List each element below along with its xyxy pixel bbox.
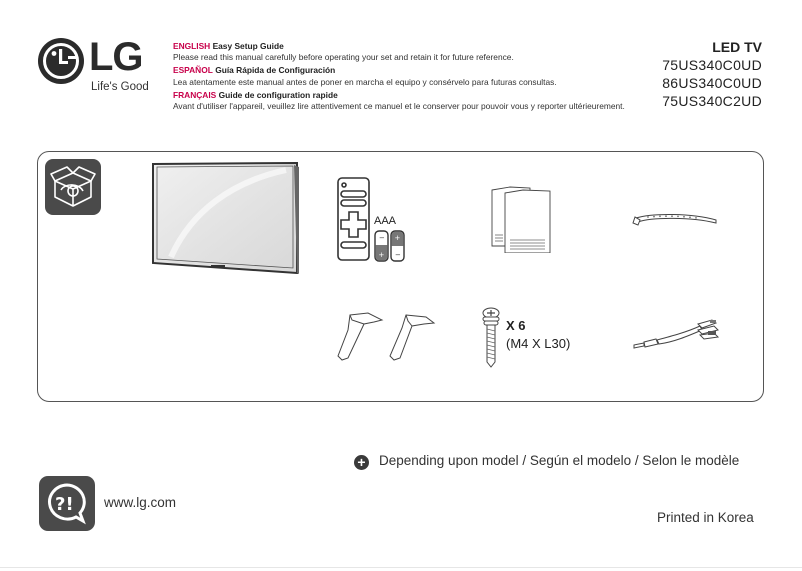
svg-text:+: + [378, 251, 385, 259]
intro-body: Avant d'utiliser l'appareil, veuillez lire attentivement ce manuel et le conserver pour pouvoir vous y reporter ultérieurement. [173, 101, 625, 112]
intro-spanish [173, 65, 633, 87]
box-contents-icon [45, 159, 101, 215]
lg-tagline: Life's Good [91, 81, 149, 93]
plus-circle-icon: + [354, 455, 369, 470]
intro-text-block [173, 41, 633, 114]
model-list [662, 38, 762, 110]
model-dependent-note [354, 453, 739, 470]
language-label: ENGLISH [173, 41, 211, 51]
svg-text:−: − [379, 234, 385, 242]
product-type: LED TV [712, 39, 762, 55]
tv-icon [151, 162, 299, 274]
guide-title: Easy Setup Guide [212, 41, 284, 51]
screw-quantity: X 6 [506, 318, 526, 333]
model-number: 86US340C0UD [662, 75, 762, 91]
website-link[interactable]: www.lg.com [104, 495, 177, 510]
lg-logo-icon [38, 38, 84, 84]
intro-english [173, 41, 633, 63]
manual-icon [490, 183, 555, 253]
guide-title: Guía Rápida de Configuración [215, 65, 336, 76]
battery-label: AAA [374, 215, 397, 227]
language-label: FRANÇAIS [173, 89, 217, 100]
page-bottom-rule [0, 567, 802, 568]
screw-spec: (M4 X L30) [506, 336, 571, 351]
lg-logo [38, 35, 158, 98]
screw-icon [480, 306, 502, 368]
note-text: Depending upon model / Según el modelo / Selon le modèle [379, 453, 740, 468]
av-cable-icon [632, 318, 724, 354]
help-chat-icon [39, 476, 95, 531]
components-panel [37, 151, 764, 402]
printed-in-label: Printed in Korea [657, 510, 754, 525]
svg-text:−: − [395, 251, 401, 259]
language-label: ESPAÑOL [173, 65, 213, 76]
lg-wordmark: LG [89, 35, 143, 79]
battery-icon [374, 230, 406, 262]
svg-text:?!: ?! [55, 494, 74, 515]
cable-tie-icon [632, 210, 718, 230]
intro-body: Lea atentamente este manual antes de poner en marcha el equipo y consérvelo para futuras consultas. [173, 76, 557, 87]
model-number: 75US340C0UD [662, 57, 762, 73]
intro-french [173, 90, 633, 112]
remote-icon [336, 176, 371, 262]
guide-title: Guide de configuration rapide [218, 89, 338, 100]
intro-body: Please read this manual carefully before operating your set and retain it for future reference. [173, 52, 514, 63]
model-number: 75US340C2UD [662, 93, 762, 109]
svg-text:+: + [394, 234, 401, 242]
stand-icon [328, 310, 438, 362]
